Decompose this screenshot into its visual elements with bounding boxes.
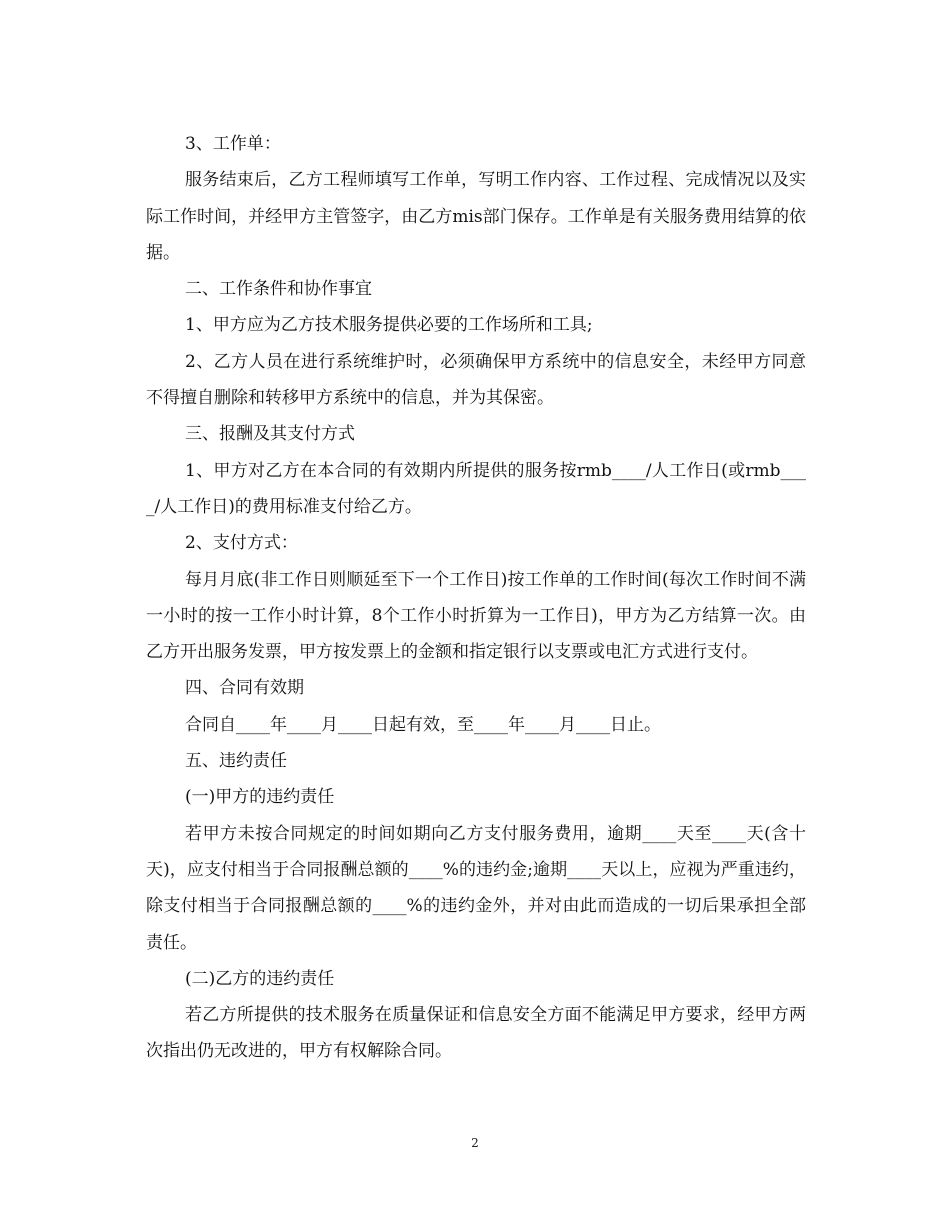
paragraph-work-order-body: 服务结束后，乙方工程师填写工作单，写明工作内容、工作过程、完成情况以及实际工作时间，并经甲方主管签字，由乙方mis部门保存。工作单是有关服务费用结算的依据。 — [146, 170, 806, 263]
section-heading-payment: 三、报酬及其支付方式 — [185, 424, 355, 445]
paragraph-party-b-liability: 若乙方所提供的技术服务在质量保证和信息安全方面不能满足甲方要求，经甲方两次指出仍无改进的，甲方有权解除合同。 — [146, 1005, 806, 1062]
section-heading-conditions: 二、工作条件和协作事宜 — [185, 279, 372, 300]
paragraph-payment-method-body: 每月月底(非工作日则顺延至下一个工作日)按工作单的工作时间(每次工作时间不满一小时的按一工作小时计算，8个工作小时折算为一工作日)，甲方为乙方结算一次。由乙方开出服务发票，甲方按发票上的金额和指定银行以支票或电汇方式进行支付。 — [146, 569, 806, 663]
section-heading-validity: 四、合同有效期 — [185, 678, 304, 699]
paragraph-conditions-1: 1、甲方应为乙方技术服务提供必要的工作场所和工具; — [185, 315, 593, 336]
subheading-party-a-liability: (一)甲方的违约责任 — [185, 787, 335, 808]
paragraph-work-order-heading: 3、工作单： — [185, 134, 281, 154]
paragraph-payment-1: 1、甲方对乙方在本合同的有效期内所提供的服务按rmb____/人工作日(或rmb____/人工作日)的费用标准支付给乙方。 — [146, 460, 806, 517]
paragraph-conditions-2: 2、乙方人员在进行系统维护时，必须确保甲方系统中的信息安全，未经甲方同意不得擅自删除和转移甲方系统中的信息，并为其保密。 — [146, 351, 806, 409]
paragraph-validity-body: 合同自____年____月____日起有效，至____年____月____日止。 — [185, 714, 661, 735]
page-number: 2 — [471, 1136, 479, 1150]
section-heading-liability: 五、违约责任 — [185, 751, 287, 772]
paragraph-party-a-liability: 若甲方未按合同规定的时间如期向乙方支付服务费用，逾期____天至____天(含十天)，应支付相当于合同报酬总额的____%的违约金;逾期____天以上，应视为严重违约，除支付相当于合同报酬总额的____%的违约金外，并对由此而造成的一切后果承担全部责任。 — [146, 823, 806, 953]
paragraph-payment-method-heading: 2、支付方式： — [185, 533, 298, 554]
subheading-party-b-liability: (二)乙方的违约责任 — [185, 968, 335, 989]
document-body — [146, 126, 806, 1070]
